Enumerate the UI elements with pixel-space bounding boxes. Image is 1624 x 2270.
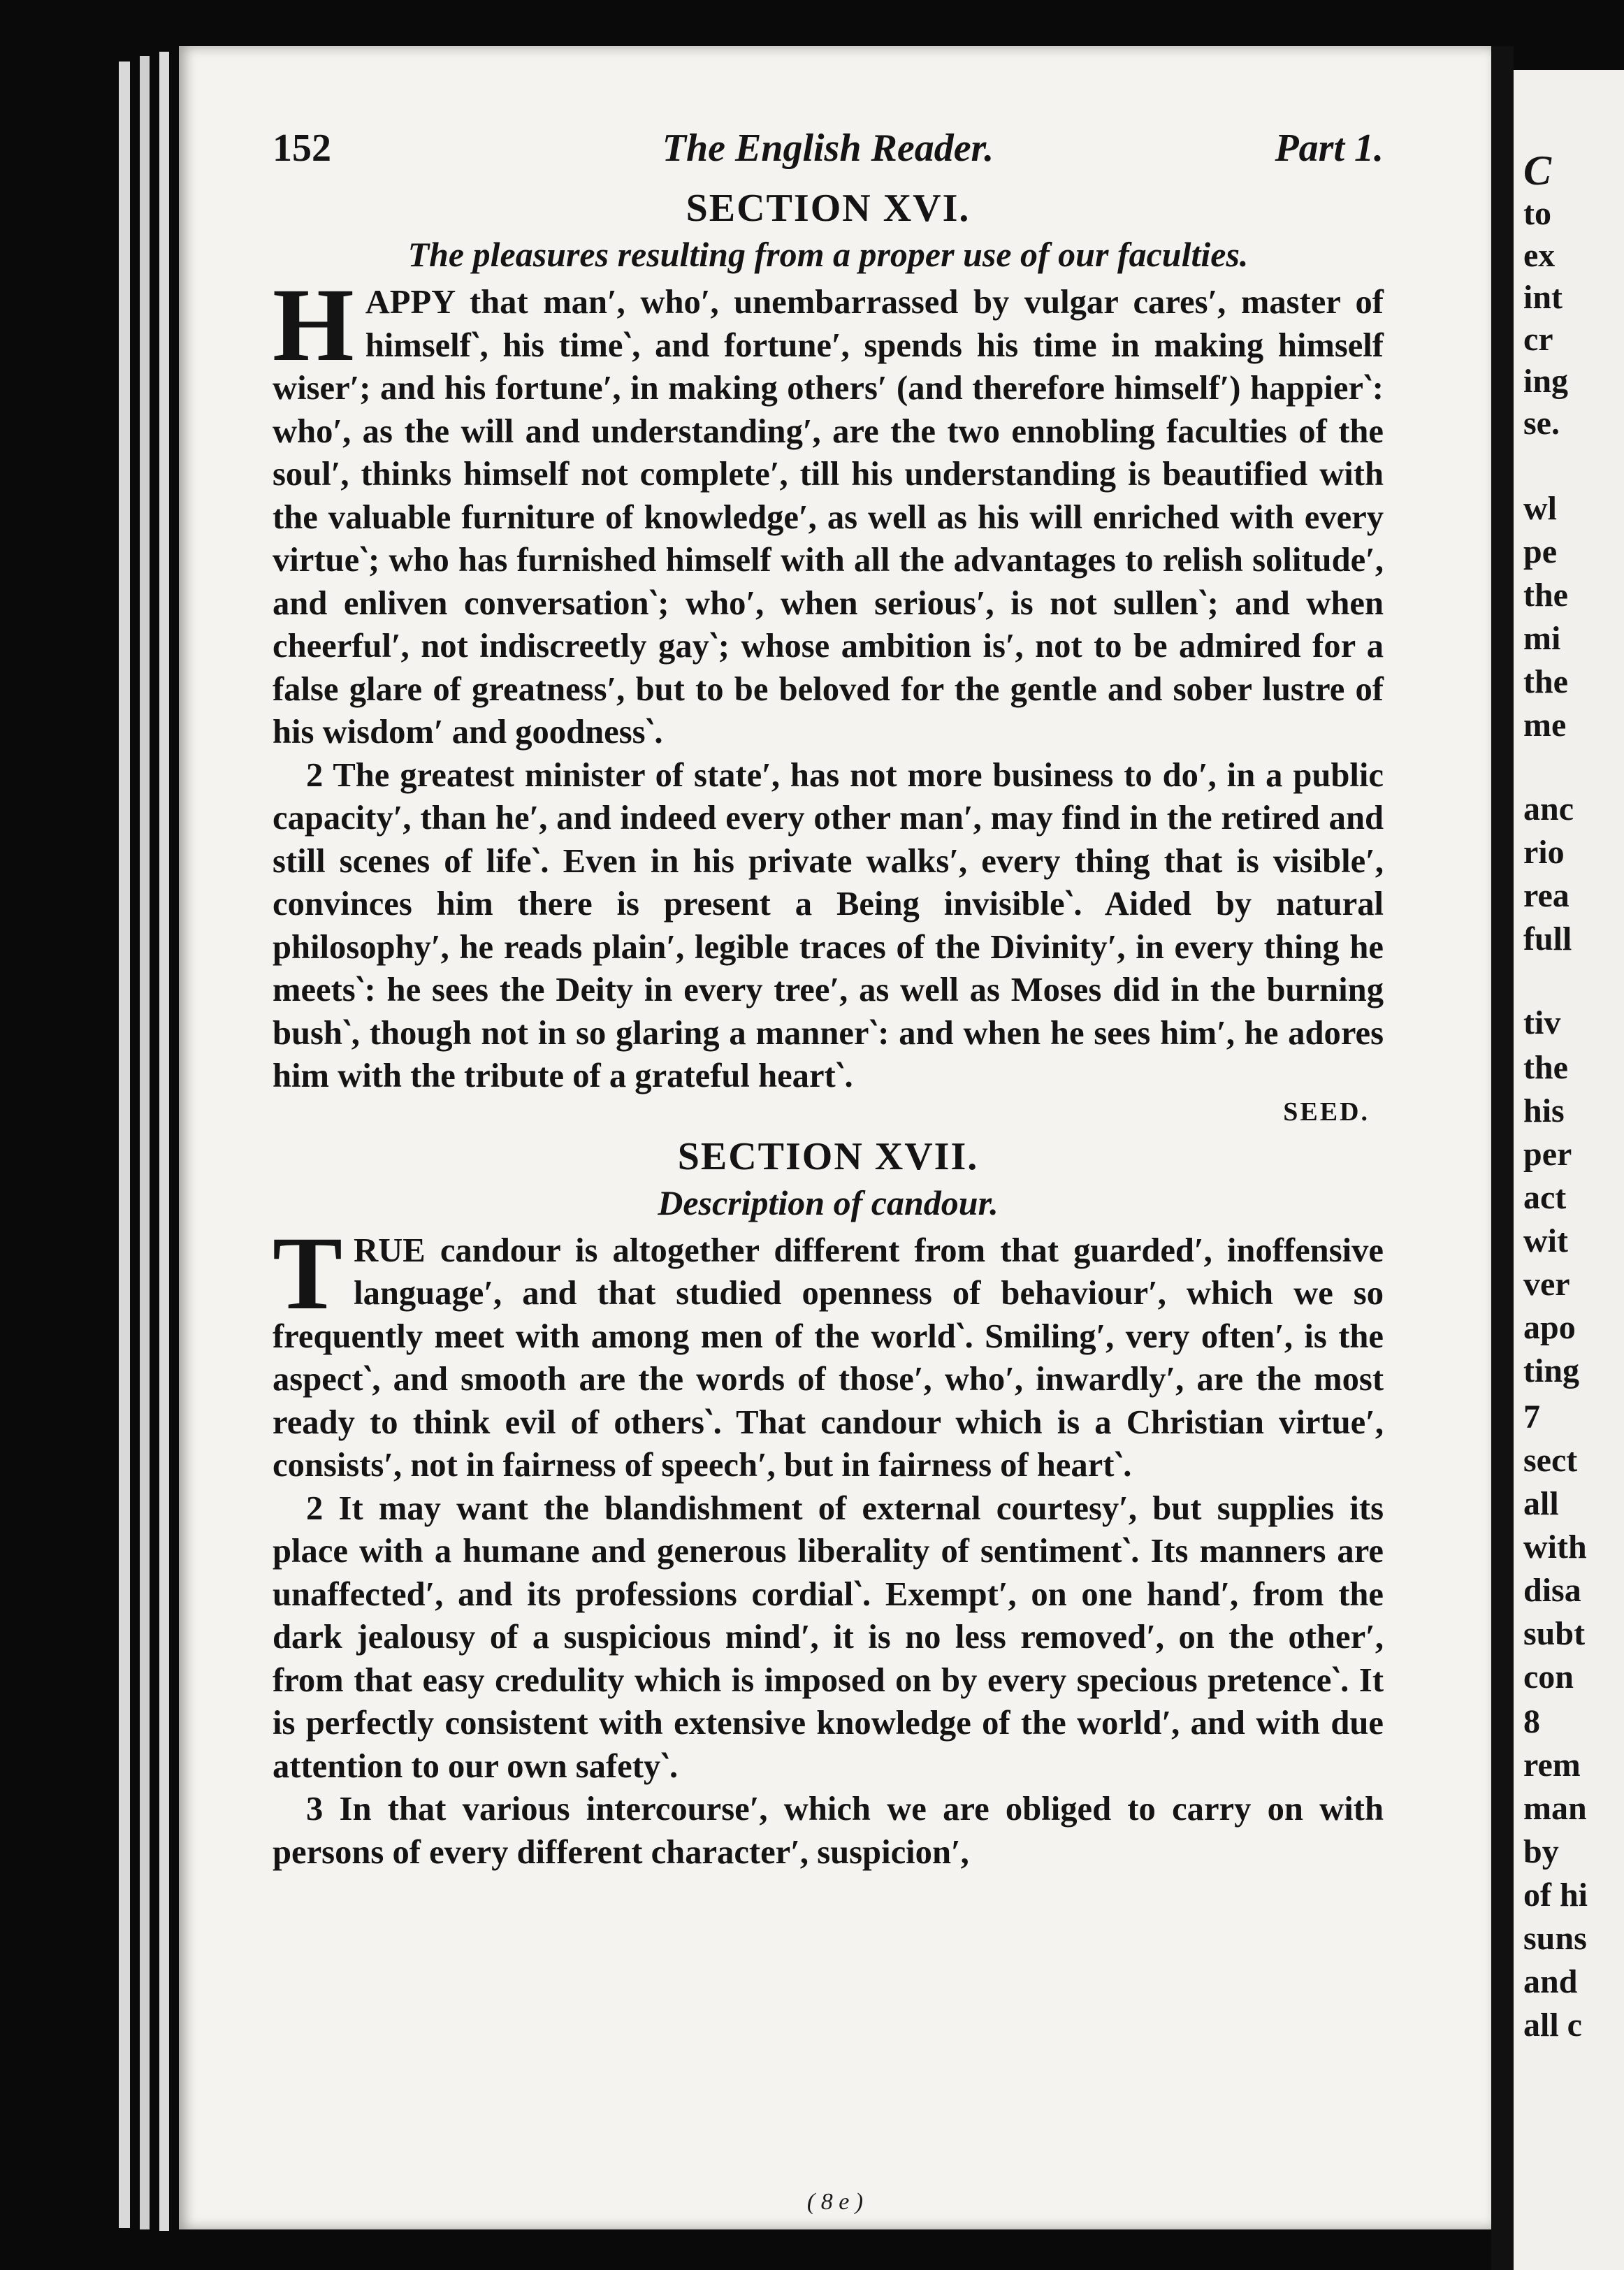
facing-page-fragment: the	[1523, 1049, 1568, 1086]
section-17-paragraph-2: 2 It may want the blandishment of external courtesy′, but supplies its place with a humane and generous liberality of sentiment‵. Its manners are unaffected′, and its professions cordial‵. Exempt′, on one hand′, from the dark jealousy of a suspicious mind′, it is no less removed′, on the other′, from that easy credulity which is imposed on by every specious pretence‵. It is perfectly consistent with extensive knowledge of the world′, and with due attention to our own safety‵.	[273, 1489, 1384, 1785]
facing-page-fragment: the	[1523, 663, 1568, 700]
part-label: Part 1.	[1275, 126, 1384, 170]
facing-page-fragment: with	[1523, 1528, 1587, 1566]
facing-page-fragment: rem	[1523, 1747, 1581, 1784]
page-text-block	[273, 126, 1384, 1874]
facing-page-fragment: rio	[1523, 834, 1565, 871]
facing-page-fragment: ing	[1523, 363, 1569, 400]
section-17-paragraph-3: 3 In that various intercourse′, which we are obliged to carry on with persons of every different character′, suspicion′,	[273, 1790, 1384, 1871]
facing-page-fragment: suns	[1523, 1920, 1587, 1957]
dropcap-t: T	[273, 1215, 343, 1331]
facing-page-fragment: me	[1523, 707, 1567, 744]
section-16-paragraph-1	[273, 267, 1384, 754]
printer-signature-mark: ( 8 e )	[806, 2189, 864, 2215]
section-16-heading: SECTION XVI.	[686, 187, 971, 230]
facing-page-fragment: pe	[1523, 533, 1557, 570]
facing-page-fragment: by	[1523, 1833, 1559, 1870]
facing-page-fragment: con	[1523, 1658, 1574, 1696]
page-number: 152	[273, 126, 331, 170]
facing-page-fragment: tiv	[1523, 1004, 1561, 1041]
facing-page-fragment: rea	[1523, 877, 1569, 914]
facing-page-fragment: cr	[1523, 321, 1553, 358]
facing-page-fragment: se.	[1523, 405, 1560, 442]
facing-page-fragment: C	[1523, 147, 1552, 194]
facing-page-fragment: anc	[1523, 790, 1574, 827]
paragraph-text: RUE candour is altogether different from that guarded′, inoffensive language′, and that studied openness of behaviour′, which we so frequently meet with among men of the world‵. Smiling′, very often′, is the aspect‵, and smooth are the words of those′, who′, inwardly′, are the most ready to think evil of others‵. That candour which is a Christian virtue′, consists′, not in fairness of speech′, but in fairness of heart‵.	[273, 1231, 1384, 1484]
facing-page-fragment: wl	[1523, 490, 1557, 527]
facing-page-fragment: of hi	[1523, 1877, 1588, 1914]
facing-page-fragment: disa	[1523, 1572, 1581, 1609]
facing-page-fragment: the	[1523, 577, 1568, 614]
facing-page-fragment: per	[1523, 1136, 1572, 1173]
book-page-edge	[140, 56, 150, 2229]
book-title: The English Reader.	[662, 126, 994, 170]
facing-page-fragment: 8	[1523, 1703, 1540, 1740]
facing-page-fragment: and	[1523, 1963, 1578, 2000]
book-gutter	[1491, 46, 1514, 2270]
dropcap-h: H	[273, 267, 354, 383]
facing-page-fragment: subt	[1523, 1615, 1586, 1652]
book-page	[179, 46, 1491, 2229]
facing-page-fragment: wit	[1523, 1222, 1568, 1259]
facing-page-fragment: act	[1523, 1179, 1567, 1216]
book-page-edge	[119, 62, 130, 2228]
facing-page-fragment: his	[1523, 1092, 1565, 1129]
author-attribution: SEED.	[1283, 1097, 1370, 1127]
facing-page-fragment: to	[1523, 195, 1551, 232]
facing-page	[1514, 70, 1624, 2270]
section-17-paragraph-1	[273, 1215, 1384, 1487]
section-16-subtitle: The pleasures resulting from a proper use of our faculties.	[407, 235, 1249, 274]
facing-page-fragment: all	[1523, 1485, 1559, 1522]
section-16-paragraph-2: 2 The greatest minister of state′, has not more business to do′, in a public capacity′, than he′, and indeed every other man′, may find in the retired and still scenes of life‵. Even in his private walks′, every thing that is visible′, convinces him there is present a Being invisible‵. Aided by natural philosophy′, he reads plain′, legible traces of the Divinity′, in every thing he meets‵: he sees the Deity in every tree′, as well as Moses did in the burning bush‵, though not in so glaring a manner‵: and when he sees him′, he adores him with the tribute of a grateful heart‵.	[273, 756, 1384, 1094]
section-17-heading: SECTION XVII.	[677, 1134, 979, 1178]
facing-page-fragment: man	[1523, 1790, 1587, 1827]
facing-page-fragment: full	[1523, 920, 1572, 957]
paragraph-text: APPY that man′, who′, unembarrassed by vulgar cares′, master of himself‵, his time‵, and fortune′, spends his time in making himself wiser′; and his fortune′, in making others′ (and therefore himself′) happier‵: who′, as the will and understanding′, are the two ennobling faculties of the soul′, thinks himself not complete′, till his understanding is beautified with the valuable furniture of knowledge′, as well as his will enriched with every virtue‵; who has furnished himself with all the advantages to relish solitude′, and enliven conversation‵; who′, when serious′, is not sullen‵; and when cheerful′, not indiscreetly gay‵; whose ambition is′, not to be admired for a false glare of greatness′, but to be beloved for the gentle and sober lustre of his wisdom′ and goodness‵.	[273, 283, 1384, 751]
facing-page-fragment: ex	[1523, 237, 1556, 274]
facing-page-fragment: sect	[1523, 1442, 1578, 1479]
facing-page-fragment: mi	[1523, 620, 1561, 657]
facing-page-fragment: apo	[1523, 1309, 1576, 1346]
facing-page-fragment: ting	[1523, 1352, 1580, 1389]
facing-page-fragment: all c	[1523, 2007, 1582, 2044]
section-17-subtitle: Description of candour.	[658, 1183, 999, 1222]
facing-page-fragment: int	[1523, 279, 1563, 316]
running-head	[273, 126, 1384, 185]
facing-page-fragment: ver	[1523, 1266, 1570, 1303]
facing-page-fragment: 7	[1523, 1398, 1540, 1436]
book-page-edge	[159, 52, 169, 2231]
